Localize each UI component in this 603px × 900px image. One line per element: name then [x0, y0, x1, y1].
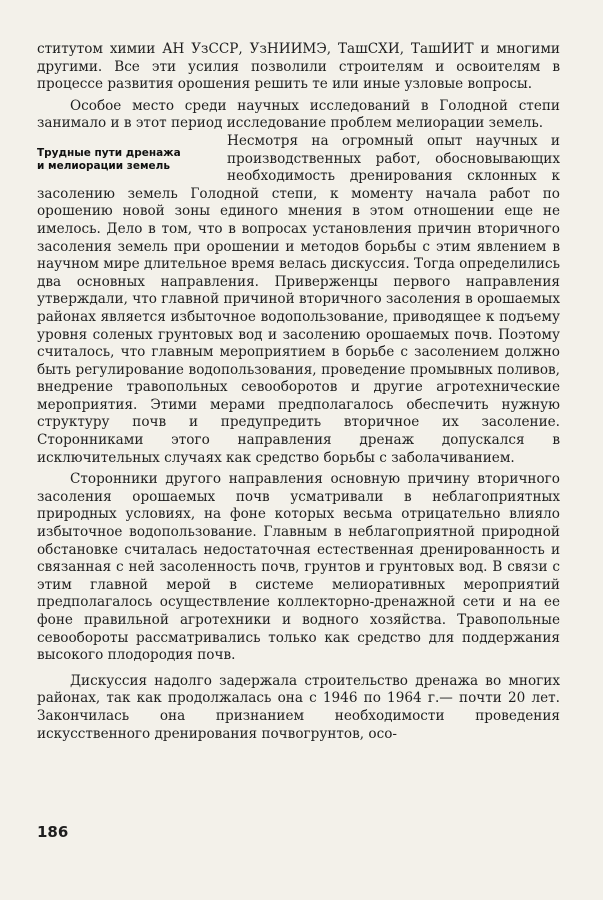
sidehead-line-2: и мелиорации земель [37, 159, 170, 172]
page-number: 186 [37, 823, 69, 841]
paragraph-5: Дискуссия надолго задержала строительство дренажа во многих районах, так как продолжалась она с 1946 по 1964 г.— почти 20 лет. Закончилась она признанием необходимости проведения искусственного дренирования почвогрунтов, осо- [37, 672, 560, 742]
sidehead-line-1: Трудные пути дренажа [37, 146, 181, 159]
paragraph-3: Несмотря на огромный опыт научных и производственных работ, обосновывающих необходимость дренирования склонных к засолению земель Голодной степи, к моменту начала работ по орошению новой зоны единого мнения в этом отношении еще не имелось. Дело в том, что в вопросах установления причин вторичного засоления земель при орошении и методов борьбы с этим явлением в научном мире длительное время велась дискуссия. Тогда определились два основных направления. Приверженцы первого направления утверждали, что главной причиной вторичного засоления в орошаемых районах является избыточное водопользование, приводящее к подъему уровня соленых грунтовых вод и засолению орошаемых почв. Поэтому считалось, что главным мероприятием в борьбе с засолением должно быть регулирование водопользования, проведение промывных поливов, внедрение травопольных севооборотов и другие агротехнические мероприятия. Этими мерами предполагалось обеспечить нужную структуру почв и предупредить вторичное их засоление. Сторонниками этого направления дренаж допускался в исключительных случаях как средство борьбы с заболачиванием. [37, 132, 560, 466]
section-sidehead [37, 133, 215, 182]
paragraph-1: ститутом химии АН УзССР, УзНИИМЭ, ТашСХИ, ТашИИТ и многими другими. Все эти усилия позволили строителям и освоителям в процессе развития орошения решить те или иные узловые вопросы. [37, 41, 560, 93]
paragraph-4: Сторонники другого направления основную причину вторичного засоления орошаемых почв усматривали в неблагоприятных природных условиях, на фоне которых весьма отрицательно влияло избыточное водопользование. Главным в неблагоприятной природной обстановке считалась недостаточная естественная дренированность и связанная с ней засоленность почв, грунтов и грунтовых вод. В связи с этим главной мерой в системе мелиоративных мероприятий предполагалось осуществление коллекторно-дренажной сети и на ее фоне правильной агротехники и водного хозяйства. Травопольные севообороты рассматривались только как средство для поддержания высокого плодородия почв. [37, 471, 560, 664]
body-text [37, 41, 560, 743]
paragraph-2: Особое место среди научных исследований в Голодной степи занимало и в этот период исследование проблем мелиорации земель. [37, 97, 560, 132]
